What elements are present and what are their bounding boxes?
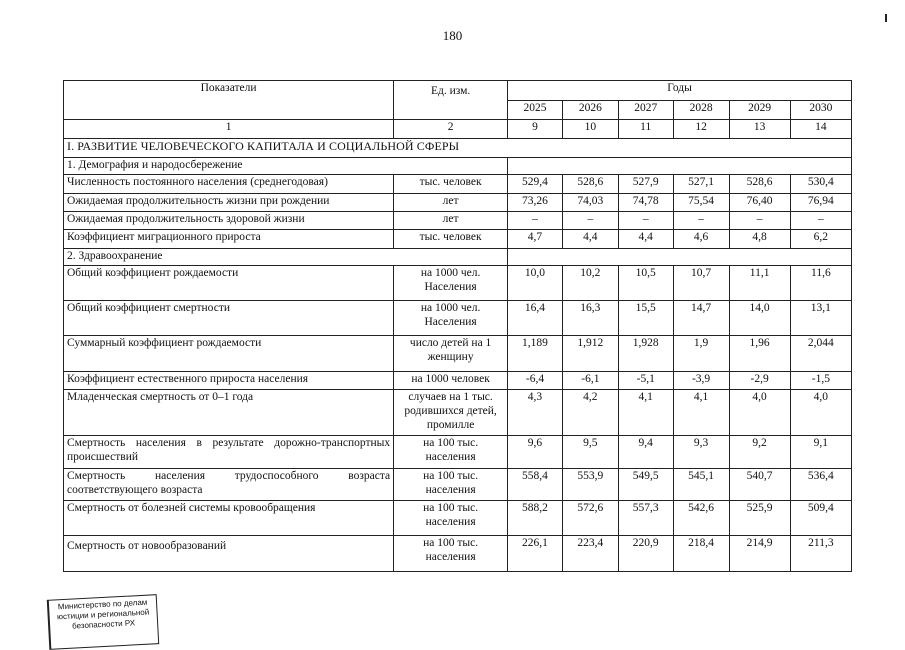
col-number: 10 — [562, 120, 618, 139]
row-value: 218,4 — [673, 536, 729, 572]
row-value: -6,1 — [562, 372, 618, 390]
row-unit: на 100 тыс. населения — [394, 501, 508, 536]
col-number: 2 — [394, 120, 508, 139]
row-value: 525,9 — [729, 501, 790, 536]
row-value: -1,5 — [790, 372, 851, 390]
row-value: 16,3 — [562, 301, 618, 336]
row-name: Общий коэффициент рождаемости — [64, 266, 394, 301]
row-value: 13,1 — [790, 301, 851, 336]
subsection-title: 1. Демография и народосбережение — [64, 158, 508, 175]
row-value: 2,044 — [790, 336, 851, 372]
row-value: 4,8 — [729, 230, 790, 249]
row-value: 4,0 — [790, 390, 851, 436]
row-value: – — [508, 212, 563, 230]
table-row — [64, 390, 852, 436]
row-value: 73,26 — [508, 194, 563, 212]
row-value: 4,3 — [508, 390, 563, 436]
row-value: 1,912 — [562, 336, 618, 372]
year-2025: 2025 — [508, 101, 563, 120]
row-value: – — [562, 212, 618, 230]
row-value: 9,5 — [562, 436, 618, 469]
row-value: – — [618, 212, 673, 230]
col-number: 14 — [790, 120, 851, 139]
row-value: -2,9 — [729, 372, 790, 390]
row-name: Смертность от новообразований — [64, 536, 394, 572]
row-value: 9,1 — [790, 436, 851, 469]
row-unit: лет — [394, 212, 508, 230]
row-name: Смертность населения трудоспособного возраста соответствующего возраста — [64, 469, 394, 501]
table-row — [64, 501, 852, 536]
table-row — [64, 175, 852, 194]
row-name: Ожидаемая продолжительность жизни при рождении — [64, 194, 394, 212]
header-row-top — [64, 81, 852, 101]
row-value: 11,6 — [790, 266, 851, 301]
row-unit: тыс. человек — [394, 175, 508, 194]
row-value: 528,6 — [562, 175, 618, 194]
table-row — [64, 536, 852, 572]
row-value: 4,7 — [508, 230, 563, 249]
section-row — [64, 139, 852, 158]
ministry-stamp: Министерство по делам юстиции и региональной безопасности РХ — [47, 594, 159, 650]
row-value: 74,03 — [562, 194, 618, 212]
row-value: 527,9 — [618, 175, 673, 194]
row-value: 16,4 — [508, 301, 563, 336]
row-value: 4,0 — [729, 390, 790, 436]
row-value: – — [729, 212, 790, 230]
row-value: 529,4 — [508, 175, 563, 194]
row-value: 4,6 — [673, 230, 729, 249]
row-unit: лет — [394, 194, 508, 212]
row-name: Смертность от болезней системы кровообращения — [64, 501, 394, 536]
row-unit: тыс. человек — [394, 230, 508, 249]
edge-mark — [885, 14, 887, 22]
row-value: 540,7 — [729, 469, 790, 501]
header-indicator: Показатели — [64, 81, 394, 120]
table-row — [64, 230, 852, 249]
col-number: 12 — [673, 120, 729, 139]
col-number: 1 — [64, 120, 394, 139]
subsection-row — [64, 158, 852, 175]
row-name: Численность постоянного населения (среднегодовая) — [64, 175, 394, 194]
row-value: – — [673, 212, 729, 230]
row-name: Коэффициент естественного прироста населения — [64, 372, 394, 390]
table-row — [64, 469, 852, 501]
col-number: 13 — [729, 120, 790, 139]
row-value: 4,1 — [673, 390, 729, 436]
row-value: 9,6 — [508, 436, 563, 469]
row-name: Младенческая смертность от 0–1 года — [64, 390, 394, 436]
row-value: -5,1 — [618, 372, 673, 390]
row-value: -3,9 — [673, 372, 729, 390]
row-value: 509,4 — [790, 501, 851, 536]
row-unit: число детей на 1 женщину — [394, 336, 508, 372]
row-unit: на 1000 человек — [394, 372, 508, 390]
row-unit: на 100 тыс. населения — [394, 436, 508, 469]
row-value: 4,2 — [562, 390, 618, 436]
table-row — [64, 212, 852, 230]
subsection-row — [64, 249, 852, 266]
row-value: 214,9 — [729, 536, 790, 572]
row-value: 545,1 — [673, 469, 729, 501]
row-value: 10,2 — [562, 266, 618, 301]
row-value: 9,2 — [729, 436, 790, 469]
row-value: 10,7 — [673, 266, 729, 301]
row-value: -6,4 — [508, 372, 563, 390]
row-value: 220,9 — [618, 536, 673, 572]
row-value: 15,5 — [618, 301, 673, 336]
row-name: Суммарный коэффициент рождаемости — [64, 336, 394, 372]
header-unit: Ед. изм. — [394, 81, 508, 120]
row-value: 528,6 — [729, 175, 790, 194]
indicators-table — [63, 80, 852, 572]
table-row — [64, 436, 852, 469]
row-unit: на 100 тыс. населения — [394, 536, 508, 572]
col-number: 9 — [508, 120, 563, 139]
row-value: 76,40 — [729, 194, 790, 212]
row-value: 549,5 — [618, 469, 673, 501]
row-value: – — [790, 212, 851, 230]
row-value: 530,4 — [790, 175, 851, 194]
row-value: 4,4 — [618, 230, 673, 249]
row-value: 10,0 — [508, 266, 563, 301]
table-row — [64, 336, 852, 372]
row-value: 572,6 — [562, 501, 618, 536]
col-number: 11 — [618, 120, 673, 139]
row-value: 553,9 — [562, 469, 618, 501]
row-value: 588,2 — [508, 501, 563, 536]
row-value: 1,928 — [618, 336, 673, 372]
year-2029: 2029 — [729, 101, 790, 120]
row-value: 9,3 — [673, 436, 729, 469]
row-unit: на 1000 чел. Населения — [394, 266, 508, 301]
row-value: 1,9 — [673, 336, 729, 372]
page-number: 180 — [442, 28, 463, 43]
row-value: 558,4 — [508, 469, 563, 501]
row-value: 14,7 — [673, 301, 729, 336]
row-value: 557,3 — [618, 501, 673, 536]
row-value: 226,1 — [508, 536, 563, 572]
year-2027: 2027 — [618, 101, 673, 120]
row-unit: случаев на 1 тыс. родившихся детей, промилле — [394, 390, 508, 436]
year-2030: 2030 — [790, 101, 851, 120]
row-value: 11,1 — [729, 266, 790, 301]
row-name: Смертность населения в результате дорожно-транспортных происшествий — [64, 436, 394, 469]
table-row — [64, 301, 852, 336]
row-value: 76,94 — [790, 194, 851, 212]
row-value: 14,0 — [729, 301, 790, 336]
table-row — [64, 194, 852, 212]
header-years: Годы — [508, 81, 852, 101]
row-value: 9,4 — [618, 436, 673, 469]
row-unit: на 1000 чел. Населения — [394, 301, 508, 336]
row-value: 542,6 — [673, 501, 729, 536]
row-value: 74,78 — [618, 194, 673, 212]
table-row — [64, 266, 852, 301]
row-value: 4,1 — [618, 390, 673, 436]
row-value: 1,96 — [729, 336, 790, 372]
row-unit: на 100 тыс. населения — [394, 469, 508, 501]
row-name: Коэффициент миграционного прироста — [64, 230, 394, 249]
row-value: 6,2 — [790, 230, 851, 249]
row-name: Ожидаемая продолжительность здоровой жизни — [64, 212, 394, 230]
column-numbers-row — [64, 120, 852, 139]
row-name: Общий коэффициент смертности — [64, 301, 394, 336]
row-value: 1,189 — [508, 336, 563, 372]
subsection-title: 2. Здравоохранение — [64, 249, 508, 266]
table-row — [64, 372, 852, 390]
row-value: 527,1 — [673, 175, 729, 194]
row-value: 211,3 — [790, 536, 851, 572]
row-value: 75,54 — [673, 194, 729, 212]
row-value: 536,4 — [790, 469, 851, 501]
year-2028: 2028 — [673, 101, 729, 120]
row-value: 4,4 — [562, 230, 618, 249]
row-value: 223,4 — [562, 536, 618, 572]
row-value: 10,5 — [618, 266, 673, 301]
year-2026: 2026 — [562, 101, 618, 120]
section-title: I. РАЗВИТИЕ ЧЕЛОВЕЧЕСКОГО КАПИТАЛА И СОЦИАЛЬНОЙ СФЕРЫ — [64, 139, 852, 158]
